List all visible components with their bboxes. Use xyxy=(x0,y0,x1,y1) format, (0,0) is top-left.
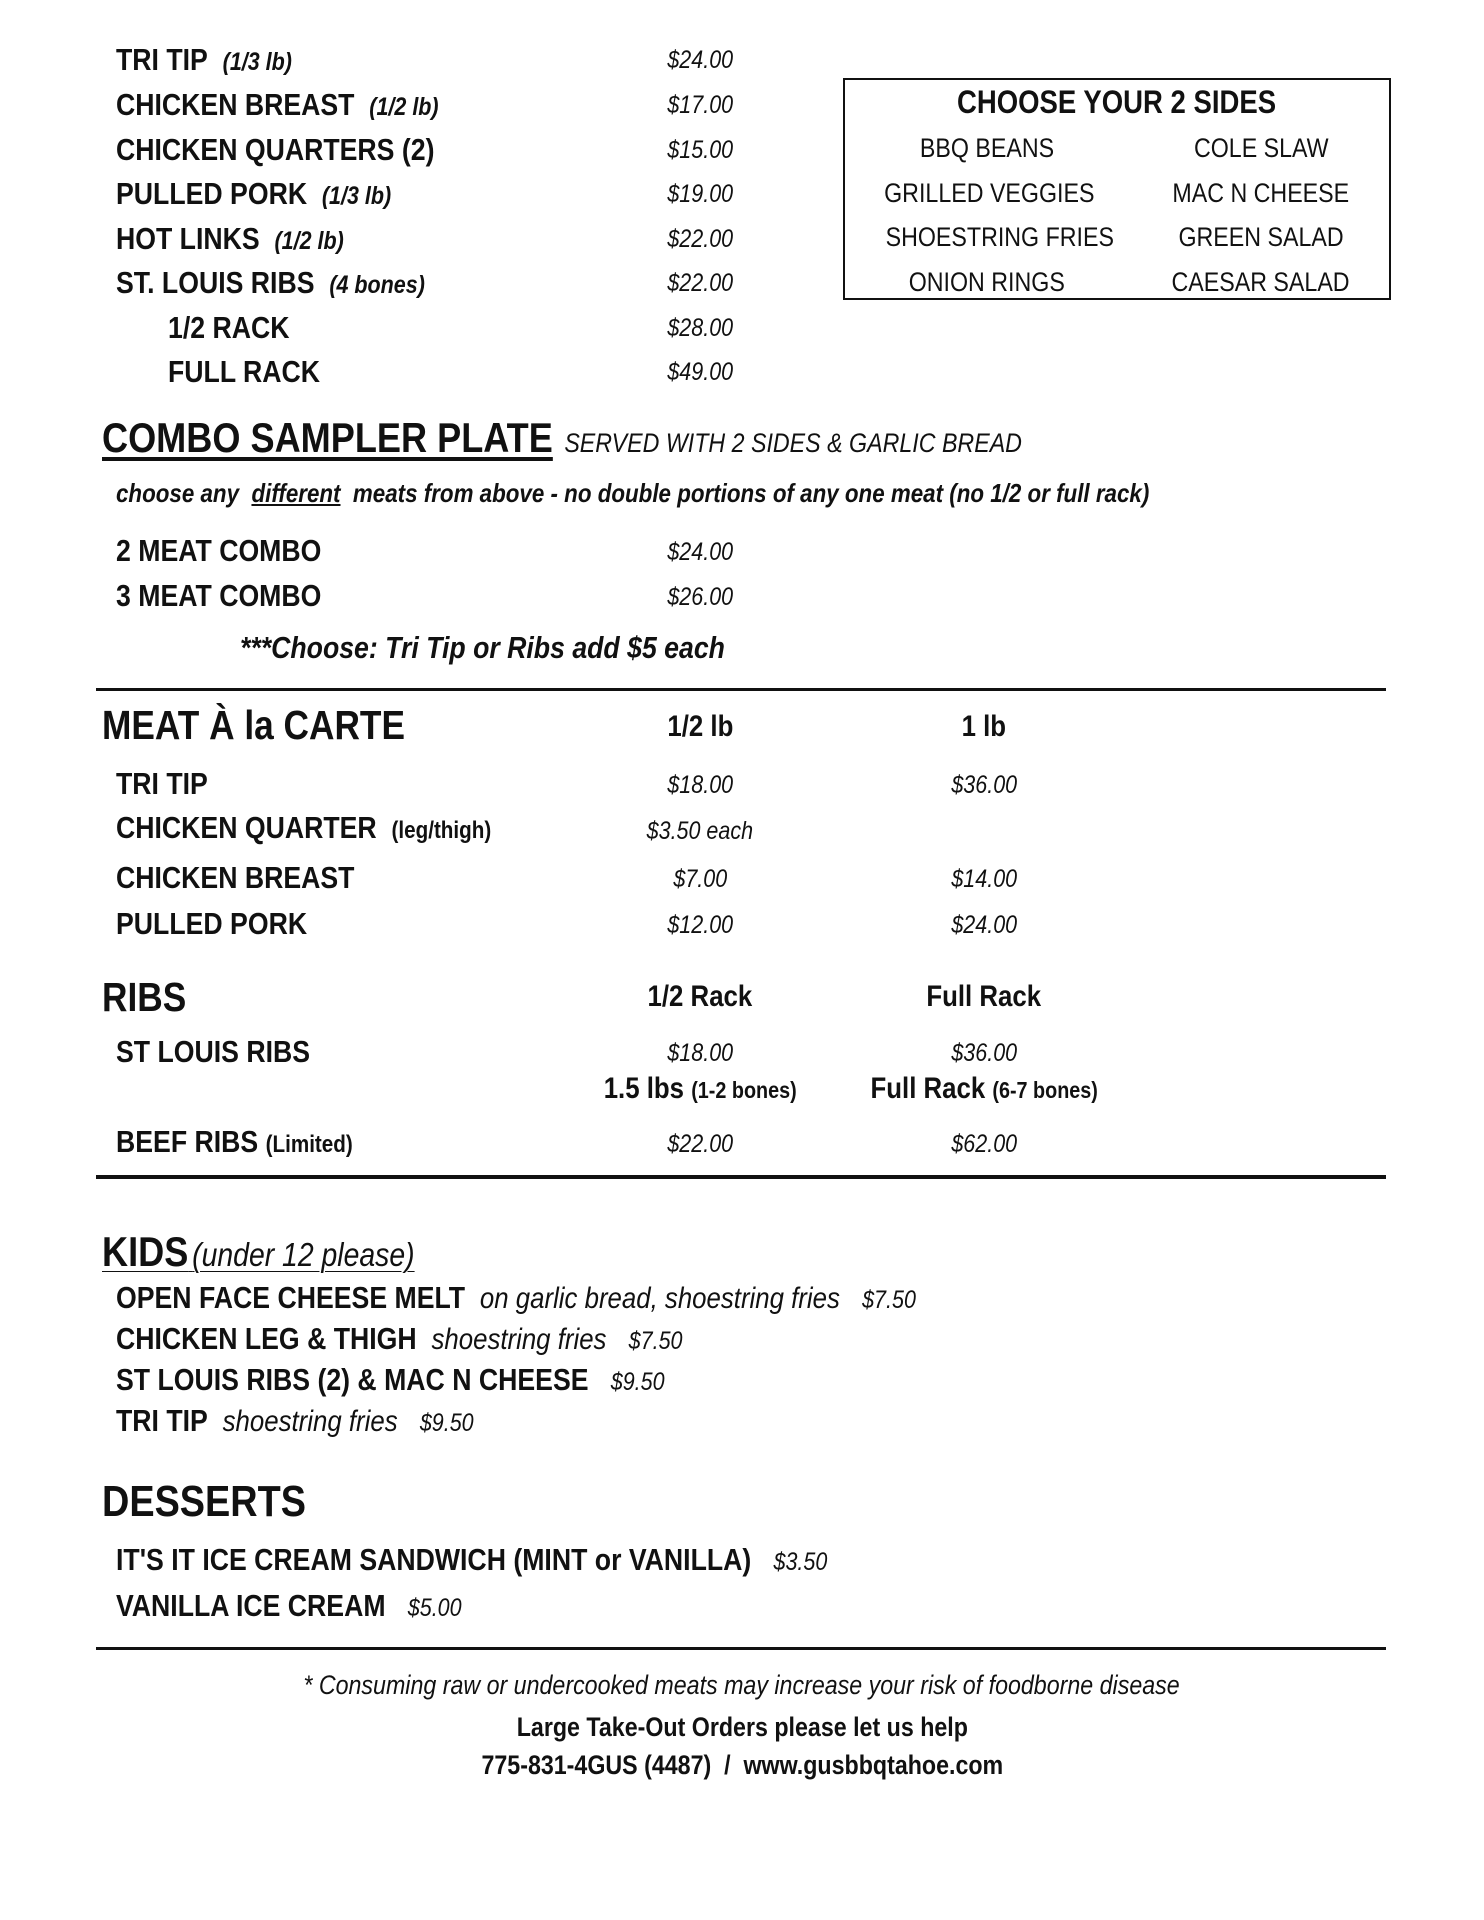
plate-note: (4 bones) xyxy=(329,271,425,299)
combo-emphasis: different xyxy=(251,478,341,508)
plate-price: $15.00 xyxy=(667,136,733,164)
plate-price: $22.00 xyxy=(667,225,733,253)
divider xyxy=(96,688,1386,691)
carte-price-half: $18.00 xyxy=(667,771,733,799)
plate-item xyxy=(168,354,345,390)
carte-price-full: $36.00 xyxy=(951,771,1017,799)
plate-name: CHICKEN QUARTERS (2) xyxy=(116,132,435,167)
ribs-price-full: $36.00 xyxy=(951,1039,1017,1067)
plate-name: 1/2 RACK xyxy=(168,310,290,345)
sides-title: CHOOSE YOUR 2 SIDES xyxy=(957,84,1277,120)
combo-instructions: choose any different meats from above - no double portions of any one meat (no 1/2 or full rack) xyxy=(116,478,1150,508)
sides-box xyxy=(843,78,1391,300)
side-option: ONION RINGS xyxy=(908,267,1066,297)
ribs-price-half: $18.00 xyxy=(667,1039,733,1067)
plate-name: FULL RACK xyxy=(168,354,321,389)
kids-item: CHICKEN LEG & THIGH shoestring fries $7.50 xyxy=(116,1321,683,1356)
carte-item-note: (leg/thigh) xyxy=(391,817,492,844)
side-option: SHOESTRING FRIES xyxy=(885,222,1114,252)
carte-price-full: $14.00 xyxy=(951,865,1017,893)
plate-price: $24.00 xyxy=(667,46,733,74)
plate-name: ST. LOUIS RIBS xyxy=(116,265,315,300)
carte-price-half: $12.00 xyxy=(667,911,733,939)
combo-price: $26.00 xyxy=(667,583,733,611)
kids-header xyxy=(102,1228,465,1276)
kids-item: OPEN FACE CHEESE MELT on garlic bread, shoestring fries $7.50 xyxy=(116,1280,916,1315)
ribs-item: BEEF RIBS (Limited) xyxy=(116,1124,353,1159)
ribs-col-half: 1/2 Rack xyxy=(647,980,753,1013)
plate-name: CHICKEN BREAST xyxy=(116,87,355,122)
combo-title: COMBO SAMPLER PLATE xyxy=(102,414,553,461)
plate-name: TRI TIP xyxy=(116,42,208,77)
plate-note: (1/2 lb) xyxy=(369,93,439,121)
plate-item xyxy=(116,42,321,78)
carte-price-full: $24.00 xyxy=(951,911,1017,939)
kids-item: TRI TIP shoestring fries $9.50 xyxy=(116,1403,474,1438)
ribs-price-full: $62.00 xyxy=(951,1130,1017,1158)
footer-disclaimer: * Consuming raw or undercooked meats may increase your risk of foodborne disease xyxy=(303,1670,1181,1700)
carte-title: MEAT À la CARTE xyxy=(102,702,405,748)
carte-item: CHICKEN QUARTER (leg/thigh) xyxy=(116,810,492,845)
side-option: GRILLED VEGGIES xyxy=(884,178,1095,208)
plate-item xyxy=(116,176,436,212)
plate-item xyxy=(116,265,475,301)
combo-upgrade-note: ***Choose: Tri Tip or Ribs add $5 each xyxy=(240,630,725,665)
plate-price: $22.00 xyxy=(667,269,733,297)
plate-note: (1/3 lb) xyxy=(222,48,292,76)
desserts-title: DESSERTS xyxy=(102,1477,306,1526)
footer-takeout: Large Take-Out Orders please let us help xyxy=(516,1712,968,1742)
plate-note: (1/3 lb) xyxy=(321,182,392,210)
combo-item: 2 MEAT COMBO xyxy=(116,533,322,568)
plate-price: $17.00 xyxy=(667,91,733,119)
side-option: GREEN SALAD xyxy=(1178,222,1344,252)
plate-item xyxy=(168,310,309,346)
plate-name: PULLED PORK xyxy=(116,176,308,211)
divider xyxy=(96,1175,1386,1179)
side-option: MAC N CHEESE xyxy=(1172,178,1350,208)
carte-col-half: 1/2 lb xyxy=(667,710,733,743)
footer-contact: 775-831-4GUS (4487) / www.gusbbqtahoe.com xyxy=(481,1750,1003,1780)
divider xyxy=(96,1647,1386,1650)
plate-note: (1/2 lb) xyxy=(274,227,344,255)
side-option: COLE SLAW xyxy=(1193,133,1329,163)
ribs-item-note: (Limited) xyxy=(265,1131,353,1158)
combo-item: 3 MEAT COMBO xyxy=(116,578,322,613)
kids-title: KIDS xyxy=(102,1228,189,1275)
ribs-item: ST LOUIS RIBS xyxy=(116,1034,311,1069)
combo-subtitle: SERVED WITH 2 SIDES & GARLIC BREAD xyxy=(564,428,1022,458)
plate-price: $49.00 xyxy=(667,358,733,386)
ribs-col-full: Full Rack xyxy=(926,980,1042,1013)
dessert-item: VANILLA ICE CREAM $5.00 xyxy=(116,1588,462,1623)
plate-item xyxy=(116,221,381,257)
beef-col-full: Full Rack (6-7 bones) xyxy=(870,1072,1098,1105)
combo-section-header xyxy=(102,414,1172,462)
plate-item xyxy=(116,132,486,168)
beef-col-half: 1.5 lbs (1-2 bones) xyxy=(603,1072,797,1105)
side-option: BBQ BEANS xyxy=(919,133,1055,163)
ribs-price-half: $22.00 xyxy=(667,1130,733,1158)
carte-col-full: 1 lb xyxy=(961,710,1007,743)
dessert-item: IT'S IT ICE CREAM SANDWICH (MINT or VANILLA) $3.50 xyxy=(116,1542,828,1577)
kids-item: ST LOUIS RIBS (2) & MAC N CHEESE $9.50 xyxy=(116,1362,665,1397)
carte-price-half: $7.00 xyxy=(673,865,727,893)
carte-item: PULLED PORK xyxy=(116,906,308,941)
plate-item xyxy=(116,87,491,123)
plate-price: $28.00 xyxy=(667,314,733,342)
kids-subtitle: (under 12 please) xyxy=(192,1236,415,1273)
combo-price: $24.00 xyxy=(667,538,733,566)
ribs-title: RIBS xyxy=(102,974,187,1020)
carte-item: CHICKEN BREAST xyxy=(116,860,355,895)
carte-price-half: $3.50 each xyxy=(646,817,754,845)
side-option: CAESAR SALAD xyxy=(1171,267,1351,297)
plate-name: HOT LINKS xyxy=(116,221,260,256)
carte-item: TRI TIP xyxy=(116,766,208,801)
plate-price: $19.00 xyxy=(667,180,733,208)
